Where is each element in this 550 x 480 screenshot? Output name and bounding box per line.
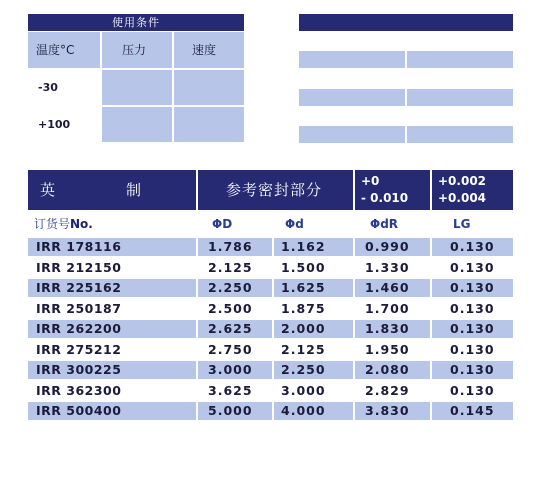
column-divider (272, 320, 274, 338)
d-cell: 4.000 (281, 403, 326, 418)
LG-cell: 0.130 (450, 259, 495, 275)
tolerance-dR-lower: - 0.010 (361, 191, 409, 205)
dR-cell: 3.830 (365, 403, 410, 418)
table-row (28, 238, 513, 256)
D-cell: 5.000 (208, 403, 253, 418)
column-divider (353, 382, 355, 400)
column-divider (353, 279, 355, 297)
column-divider (272, 238, 274, 256)
dR-cell: 0.990 (365, 239, 410, 254)
d-cell: 1.500 (281, 259, 326, 275)
header-imperial-char-2: 制 (126, 181, 142, 199)
right-cell (407, 89, 513, 106)
column-divider (196, 382, 198, 400)
right-header-bar (299, 14, 513, 31)
pressure-cell-1 (102, 70, 172, 105)
table-row (28, 402, 513, 420)
LG-cell: 0.130 (450, 341, 495, 357)
temp-high: +100 (38, 118, 71, 131)
speed-header: 速度 (174, 32, 244, 68)
part-number-cell: IRR 262200 (36, 321, 122, 336)
table-row (28, 320, 513, 338)
column-divider (430, 279, 432, 297)
column-divider (272, 382, 274, 400)
right-cell (407, 51, 513, 68)
col-D: ΦD (212, 217, 233, 231)
col-part-number-cn: 订货号 (34, 217, 71, 231)
part-number-cell: IRR 250187 (36, 300, 122, 316)
column-divider (353, 361, 355, 379)
D-cell: 3.625 (208, 382, 253, 398)
header-imperial-char-1: 英 (40, 181, 56, 199)
tolerance-LG-upper: +0.002 (438, 174, 487, 188)
tolerance-dR-upper: +0 (361, 174, 380, 188)
part-number-cell: IRR 178116 (36, 239, 122, 254)
column-divider (353, 300, 355, 318)
D-cell: 2.500 (208, 300, 253, 316)
dR-cell: 2.829 (365, 382, 410, 398)
speed-cell-2 (174, 107, 244, 142)
LG-cell: 0.130 (450, 321, 495, 336)
column-divider (196, 238, 198, 256)
column-divider (353, 341, 355, 359)
d-cell: 2.000 (281, 321, 326, 336)
column-divider (196, 279, 198, 297)
dR-cell: 1.460 (365, 280, 410, 295)
d-cell: 2.125 (281, 341, 326, 357)
col-part-number-en: No. (70, 217, 93, 231)
LG-cell: 0.130 (450, 300, 495, 316)
temp-low: -30 (38, 81, 58, 94)
col-dR: ΦdR (370, 217, 399, 231)
column-divider (196, 361, 198, 379)
d-cell: 2.250 (281, 362, 326, 377)
conditions-title: 使用条件 (28, 14, 244, 31)
table-row (28, 341, 513, 359)
column-divider (196, 341, 198, 359)
part-number-cell: IRR 300225 (36, 362, 122, 377)
column-divider (430, 382, 432, 400)
col-LG: LG (453, 217, 471, 231)
temperature-header: 温度°C (28, 32, 100, 68)
LG-cell: 0.130 (450, 362, 495, 377)
col-d: Φd (285, 217, 304, 231)
column-divider (353, 320, 355, 338)
column-divider (430, 361, 432, 379)
LG-cell: 0.145 (450, 403, 495, 418)
table-row (28, 259, 513, 277)
part-number-cell: IRR 275212 (36, 341, 122, 357)
tolerance-dR (355, 170, 430, 210)
tolerance-LG (432, 170, 513, 210)
LG-cell: 0.130 (450, 239, 495, 254)
column-divider (196, 402, 198, 420)
d-cell: 3.000 (281, 382, 326, 398)
part-number-cell: IRR 225162 (36, 280, 122, 295)
d-cell: 1.625 (281, 280, 326, 295)
column-divider (272, 279, 274, 297)
D-cell: 2.750 (208, 341, 253, 357)
header-imperial (28, 170, 196, 210)
dR-cell: 1.700 (365, 300, 410, 316)
D-cell: 3.000 (208, 362, 253, 377)
d-cell: 1.875 (281, 300, 326, 316)
dR-cell: 1.950 (365, 341, 410, 357)
column-divider (430, 320, 432, 338)
D-cell: 1.786 (208, 239, 253, 254)
column-divider (430, 259, 432, 277)
pressure-cell-2 (102, 107, 172, 142)
column-divider (196, 259, 198, 277)
LG-cell: 0.130 (450, 382, 495, 398)
d-cell: 1.162 (281, 239, 326, 254)
D-cell: 2.125 (208, 259, 253, 275)
LG-cell: 0.130 (450, 280, 495, 295)
header-reference-seal-label: 参考密封部分 (226, 181, 323, 199)
table-row (28, 300, 513, 318)
dR-cell: 2.080 (365, 362, 410, 377)
column-divider (353, 402, 355, 420)
part-number-cell: IRR 500400 (36, 403, 122, 418)
col-part-number (34, 212, 93, 236)
column-divider (272, 259, 274, 277)
column-divider (353, 259, 355, 277)
column-divider (430, 402, 432, 420)
column-divider (430, 238, 432, 256)
column-divider (272, 341, 274, 359)
column-divider (196, 320, 198, 338)
right-cell (299, 51, 405, 68)
right-cell (299, 126, 405, 143)
D-cell: 2.250 (208, 280, 253, 295)
column-divider (353, 238, 355, 256)
table-row (28, 279, 513, 297)
right-cell (299, 89, 405, 106)
column-divider (196, 300, 198, 318)
column-divider (272, 300, 274, 318)
dR-cell: 1.330 (365, 259, 410, 275)
dR-cell: 1.830 (365, 321, 410, 336)
table-row (28, 361, 513, 379)
column-divider (272, 402, 274, 420)
column-divider (430, 341, 432, 359)
column-divider (272, 361, 274, 379)
header-reference-seal (198, 170, 353, 210)
table-row (28, 382, 513, 400)
column-divider (430, 300, 432, 318)
part-number-cell: IRR 212150 (36, 259, 122, 275)
right-cell (407, 126, 513, 143)
part-number-cell: IRR 362300 (36, 382, 122, 398)
D-cell: 2.625 (208, 321, 253, 336)
pressure-header: 压力 (102, 32, 172, 68)
tolerance-LG-lower: +0.004 (438, 191, 487, 205)
speed-cell-1 (174, 70, 244, 105)
